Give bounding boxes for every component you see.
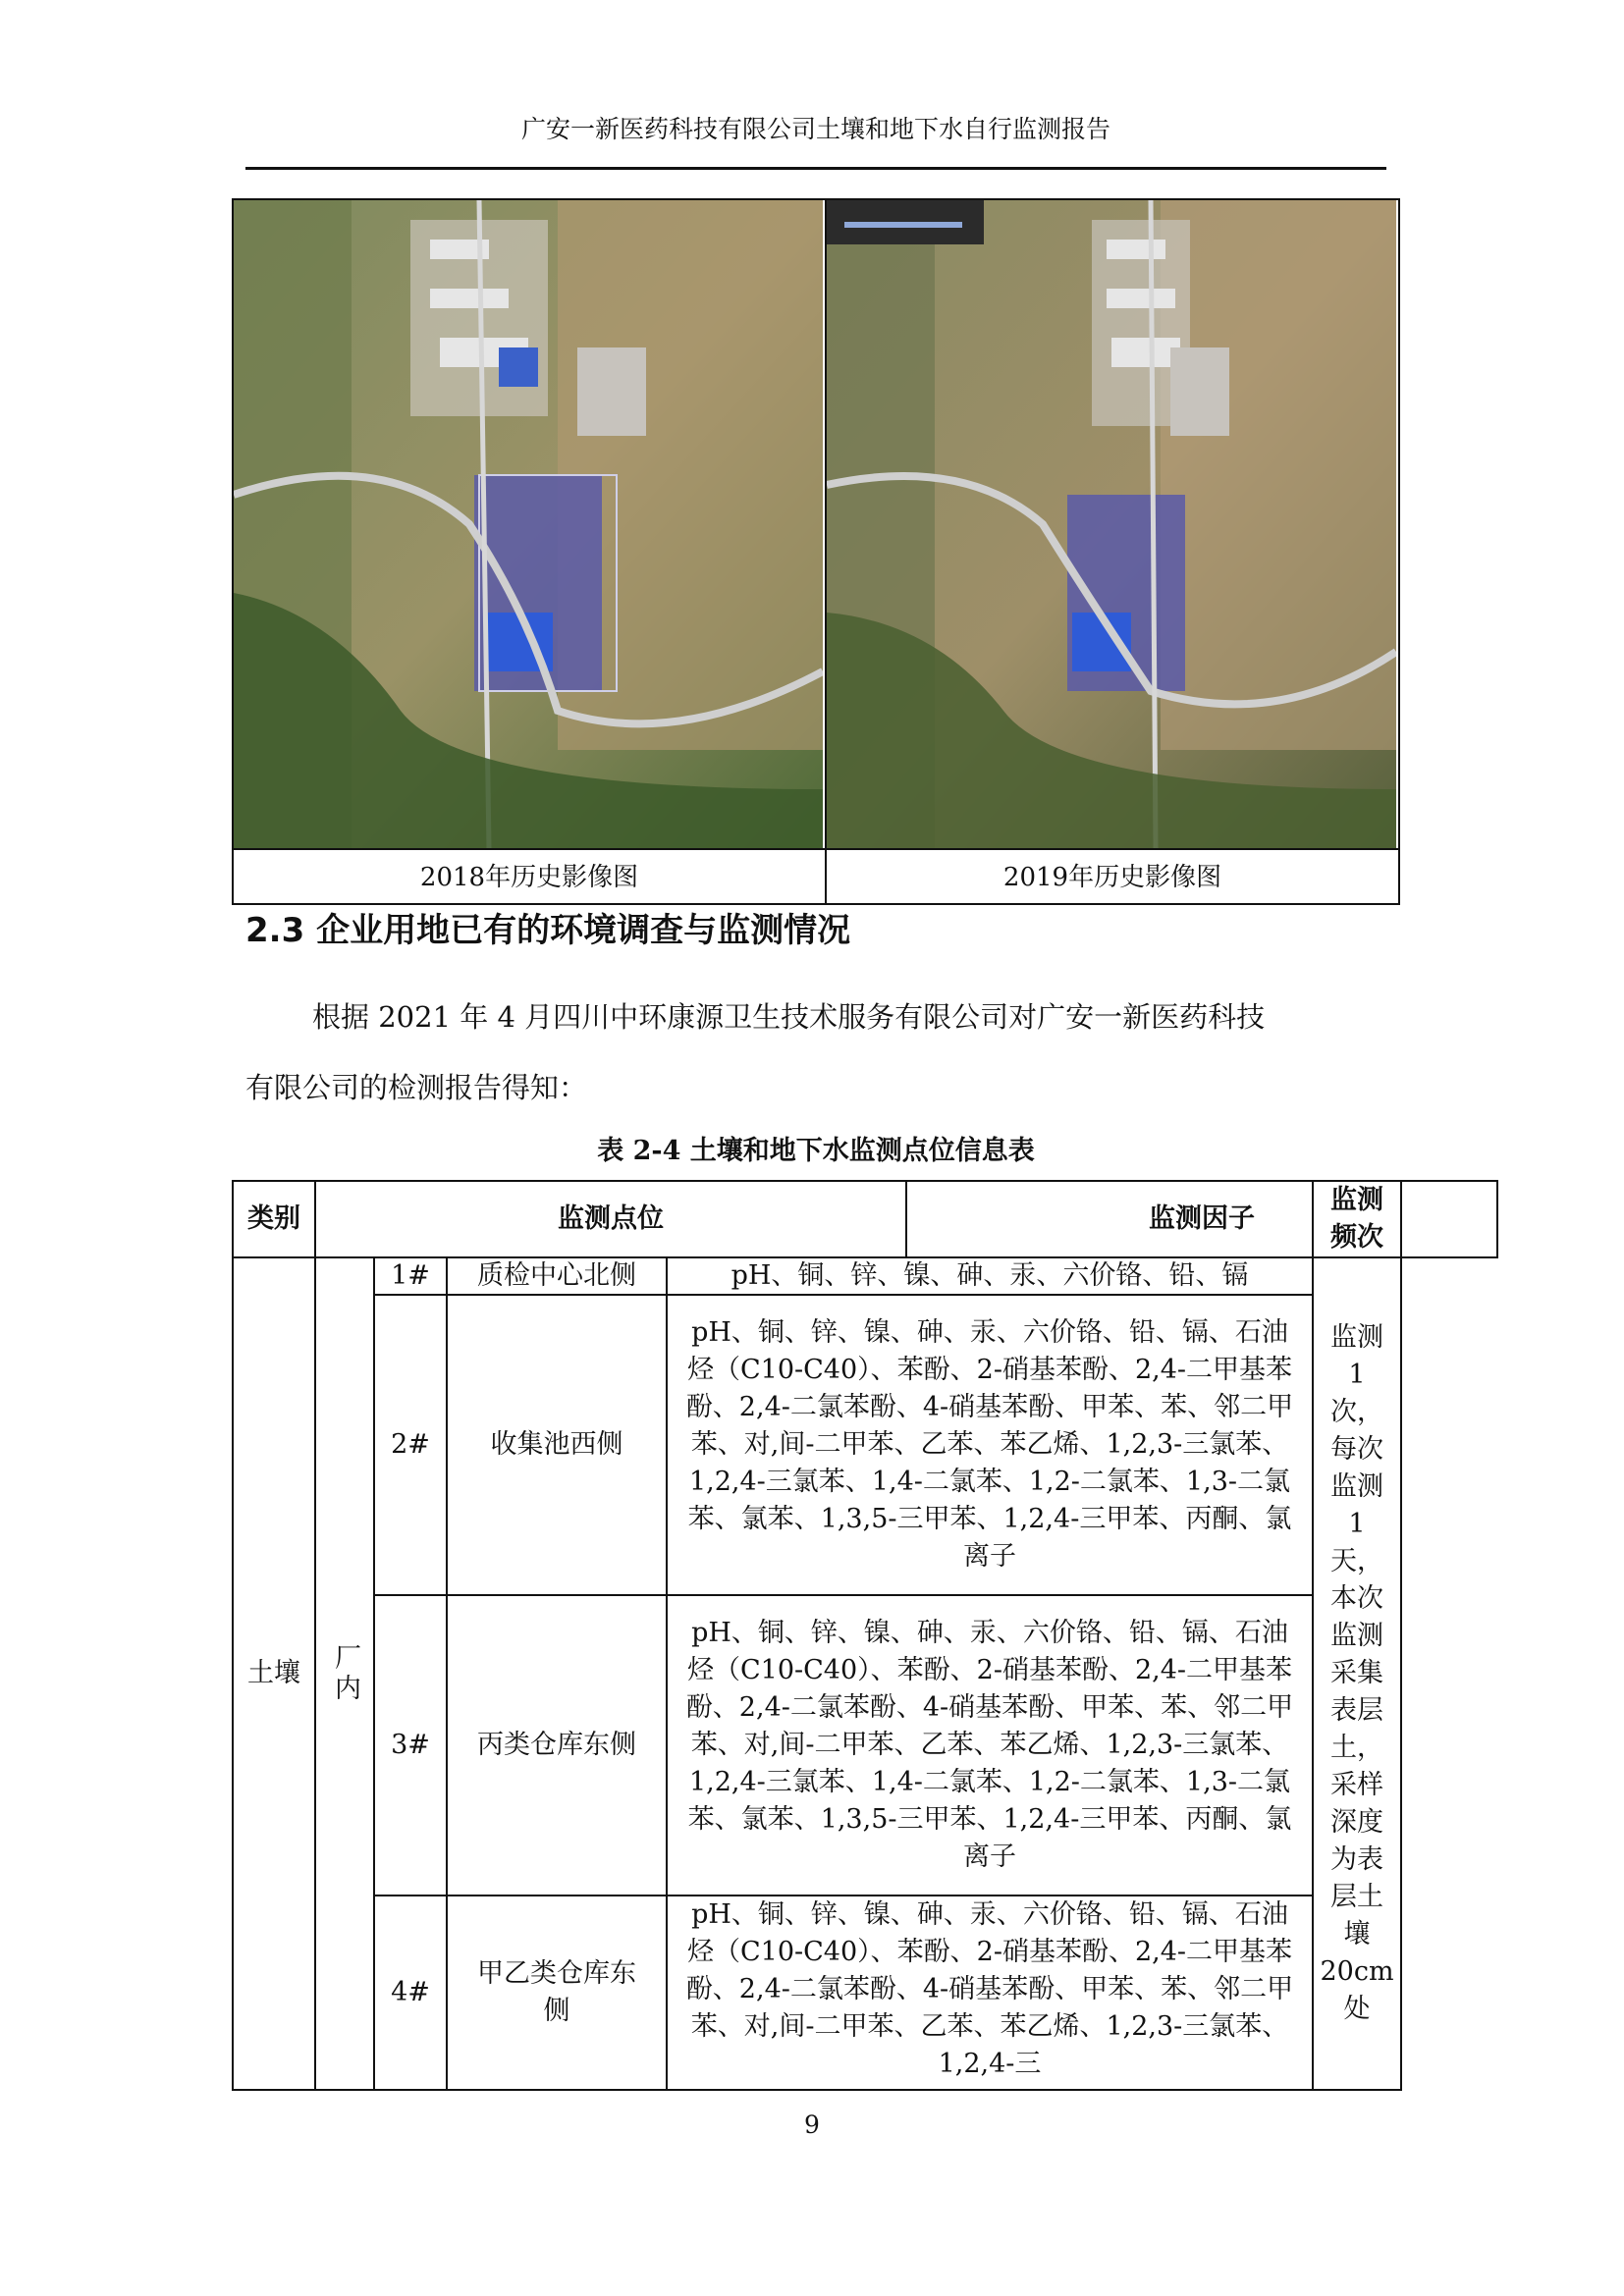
point-number: 4#	[373, 1895, 448, 2091]
monitoring-points-table	[232, 1180, 1402, 2091]
frequency-cell: 监测 1 次，每次监测 1 天，本次监测采集表层土，采样深度为表层土壤 20cm 处	[1312, 1256, 1402, 2091]
page-number: 9	[804, 2110, 820, 2139]
point-location: 丙类仓库东侧	[446, 1594, 668, 1896]
point-number: 2#	[373, 1294, 448, 1596]
point-number: 1#	[373, 1256, 448, 1296]
point-location: 收集池西侧	[446, 1294, 668, 1596]
header-factors: 监测因子	[905, 1180, 1498, 1258]
point-location: 甲乙类仓库东侧	[446, 1895, 668, 2091]
satellite-image-2018	[234, 200, 827, 848]
caption-2019: 2019年历史影像图	[1002, 863, 1222, 892]
point-factors: pH、铜、锌、镍、砷、汞、六价铬、铅、镉	[666, 1256, 1314, 1296]
header-frequency: 监测频次	[1312, 1180, 1402, 1258]
header-category: 类别	[232, 1180, 316, 1258]
section-heading: 2.3 企业用地已有的环境调查与监测情况	[245, 911, 851, 950]
header-divider	[245, 167, 1386, 170]
paragraph-line-1: 根据 2021 年 4 月四川中环康源卫生技术服务有限公司对广安一新医药科技	[312, 1000, 1266, 1034]
paragraph-line-2: 有限公司的检测报告得知：	[245, 1071, 588, 1104]
point-factors: pH、铜、锌、镍、砷、汞、六价铬、铅、镉、石油烃（C10-C40）、苯酚、2-硝基苯酚、2,4-二甲基苯酚、2,4-二氯苯酚、4-硝基苯酚、甲苯、苯、邻二甲苯、对,间-二甲苯、乙苯、苯乙烯、1,2,3-三氯苯、1,2,4-三氯苯、1,4-二氯苯、1,2-二氯苯、1,3-二氯苯、氯苯、1,3,5-三甲苯、1,2,4-三甲苯、丙酮、氯离子	[666, 1294, 1314, 1596]
satellite-image-2019	[827, 200, 1398, 848]
point-factors: pH、铜、锌、镍、砷、汞、六价铬、铅、镉、石油烃（C10-C40）、苯酚、2-硝基苯酚、2,4-二甲基苯酚、2,4-二氯苯酚、4-硝基苯酚、甲苯、苯、邻二甲苯、对,间-二甲苯、乙苯、苯乙烯、1,2,3-三氯苯、1,2,4-三氯苯、1,4-二氯苯、1,2-二氯苯、1,3-二氯苯、氯苯、1,3,5-三甲苯、1,2,4-三甲苯、丙酮、氯离子	[666, 1594, 1314, 1896]
header-points: 监测点位	[314, 1180, 907, 1258]
point-location: 质检中心北侧	[446, 1256, 668, 1296]
caption-2018: 2018年历史影像图	[234, 850, 827, 905]
table-caption: 表 2-4 土壤和地下水监测点位信息表	[597, 1136, 1035, 1166]
image-caption-row	[234, 848, 1398, 905]
category-cell: 土壤	[232, 1256, 316, 2091]
history-image-table	[232, 198, 1400, 905]
point-number: 3#	[373, 1594, 448, 1896]
area-label: 厂内	[330, 1643, 360, 1704]
page-header-title: 广安一新医药科技有限公司土壤和地下水自行监测报告	[520, 115, 1110, 143]
area-cell	[314, 1256, 375, 2091]
point-factors: pH、铜、锌、镍、砷、汞、六价铬、铅、镉、石油烃（C10-C40）、苯酚、2-硝基苯酚、2,4-二甲基苯酚、2,4-二氯苯酚、4-硝基苯酚、甲苯、苯、邻二甲苯、对,间-二甲苯、乙苯、苯乙烯、1,2,3-三氯苯、1,2,4-三	[666, 1895, 1314, 2091]
